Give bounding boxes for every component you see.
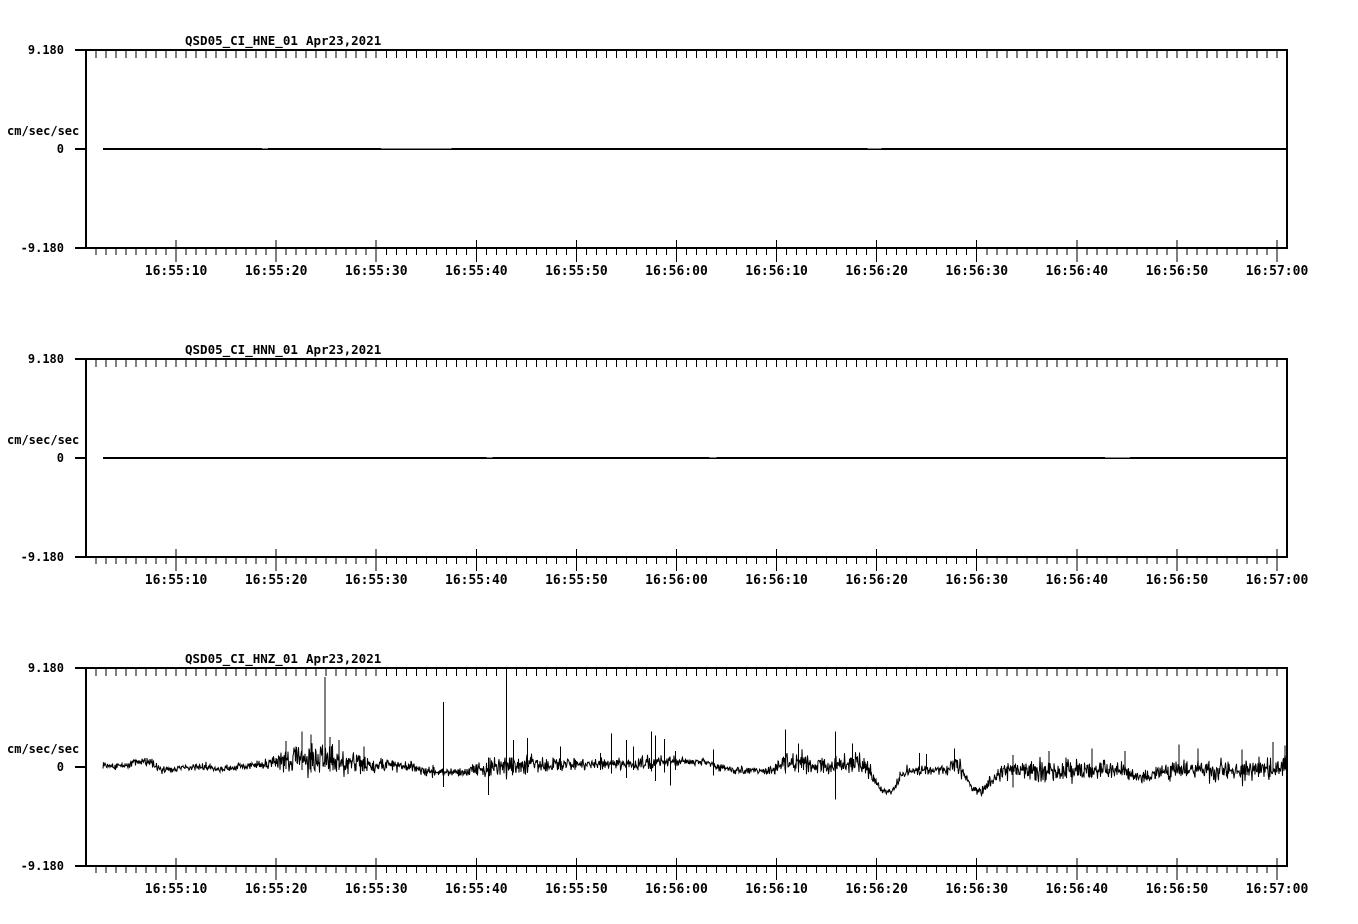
x-tick-label: 16:56:50 bbox=[1145, 264, 1209, 279]
x-tick-label: 16:55:10 bbox=[144, 264, 208, 279]
x-tick-label: 16:57:00 bbox=[1245, 264, 1309, 279]
x-tick-label: 16:56:20 bbox=[845, 882, 908, 897]
x-tick-label: 16:55:10 bbox=[144, 573, 208, 588]
y-tick-label: 0 bbox=[56, 142, 64, 156]
x-tick-label: 16:56:00 bbox=[645, 573, 708, 588]
y-axis-units-label: cm/sec/sec bbox=[7, 124, 80, 138]
panel-title-station: QSD05_CI_HNZ_01 bbox=[185, 651, 298, 666]
x-tick-label: 16:55:50 bbox=[545, 882, 608, 897]
x-tick-label: 16:55:50 bbox=[545, 573, 608, 588]
x-tick-label: 16:55:50 bbox=[545, 264, 608, 279]
x-tick-label: 16:55:10 bbox=[144, 882, 208, 897]
x-tick-label: 16:56:20 bbox=[845, 573, 908, 588]
y-tick-label: -9.180 bbox=[20, 550, 64, 564]
x-tick-label: 16:55:40 bbox=[445, 264, 508, 279]
x-tick-label: 16:56:30 bbox=[945, 573, 1009, 588]
y-tick-label: 9.180 bbox=[27, 352, 64, 366]
x-tick-label: 16:56:50 bbox=[1145, 882, 1209, 897]
x-tick-label: 16:56:10 bbox=[745, 882, 808, 897]
x-tick-label: 16:56:00 bbox=[645, 882, 708, 897]
x-tick-label: 16:55:40 bbox=[445, 573, 508, 588]
x-tick-label: 16:57:00 bbox=[1245, 573, 1309, 588]
x-tick-label: 16:56:40 bbox=[1045, 264, 1109, 279]
x-tick-label: 16:55:20 bbox=[244, 882, 308, 897]
y-tick-label: 0 bbox=[56, 451, 64, 465]
x-tick-label: 16:57:00 bbox=[1245, 882, 1309, 897]
y-tick-label: 9.180 bbox=[27, 43, 64, 57]
panel-qsd05_ci_hne_01 bbox=[7, 33, 1308, 279]
x-tick-label: 16:56:00 bbox=[645, 264, 708, 279]
y-axis-units-label: cm/sec/sec bbox=[7, 742, 80, 756]
x-tick-label: 16:55:40 bbox=[445, 882, 508, 897]
x-tick-label: 16:56:30 bbox=[945, 264, 1009, 279]
panel-qsd05_ci_hnn_01 bbox=[7, 342, 1308, 588]
x-tick-label: 16:56:50 bbox=[1145, 573, 1209, 588]
panel-title-date: Apr23,2021 bbox=[306, 651, 382, 666]
x-tick-label: 16:56:40 bbox=[1045, 882, 1109, 897]
x-tick-label: 16:55:30 bbox=[344, 264, 408, 279]
panel-title-station: QSD05_CI_HNN_01 bbox=[185, 342, 298, 357]
x-tick-label: 16:56:40 bbox=[1045, 573, 1109, 588]
waveform-trace bbox=[103, 743, 1287, 795]
panel-qsd05_ci_hnz_01 bbox=[7, 651, 1308, 897]
y-tick-label: -9.180 bbox=[20, 859, 64, 873]
x-tick-label: 16:56:30 bbox=[945, 882, 1009, 897]
panel-title-date: Apr23,2021 bbox=[306, 33, 382, 48]
y-tick-label: -9.180 bbox=[20, 241, 64, 255]
panel-title-date: Apr23,2021 bbox=[306, 342, 382, 357]
x-tick-label: 16:55:20 bbox=[244, 264, 308, 279]
x-tick-label: 16:56:10 bbox=[745, 264, 808, 279]
x-tick-label: 16:55:20 bbox=[244, 573, 308, 588]
y-tick-label: 9.180 bbox=[27, 661, 64, 675]
x-tick-label: 16:55:30 bbox=[344, 573, 408, 588]
panel-title-station: QSD05_CI_HNE_01 bbox=[185, 33, 298, 48]
y-tick-label: 0 bbox=[56, 760, 64, 774]
x-tick-label: 16:55:30 bbox=[344, 882, 408, 897]
x-tick-label: 16:56:10 bbox=[745, 573, 808, 588]
x-tick-label: 16:56:20 bbox=[845, 264, 908, 279]
y-axis-units-label: cm/sec/sec bbox=[7, 433, 80, 447]
